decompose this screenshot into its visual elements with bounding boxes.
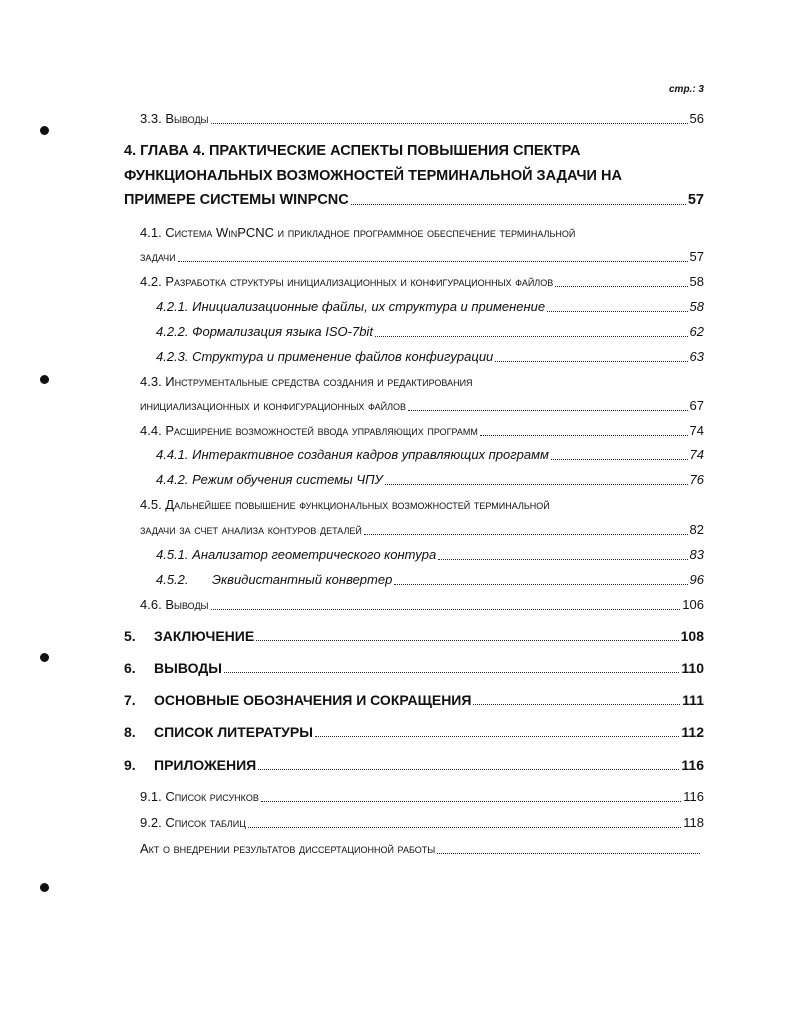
toc-entry-page: 76 bbox=[689, 472, 704, 487]
dot-leader bbox=[258, 769, 679, 770]
dot-leader bbox=[437, 853, 700, 854]
toc-entry-title: Выводы bbox=[165, 597, 209, 612]
toc-entry-title: ОСНОВНЫЕ ОБОЗНАЧЕНИЯ И СОКРАЩЕНИЯ bbox=[154, 692, 472, 708]
punch-hole-dot bbox=[40, 126, 49, 135]
dot-leader bbox=[248, 827, 681, 828]
toc-entry-number: 3.3. bbox=[140, 111, 162, 126]
toc-entry-page: 106 bbox=[682, 597, 704, 612]
toc-entry-4-1-line2[interactable] bbox=[140, 249, 704, 265]
dot-leader bbox=[495, 361, 687, 362]
toc-entry-page: 108 bbox=[680, 628, 704, 644]
toc-entry-page: 111 bbox=[682, 692, 704, 708]
dot-leader bbox=[375, 336, 688, 337]
toc-entry-9-1[interactable] bbox=[140, 789, 704, 805]
toc-entry-act[interactable] bbox=[140, 841, 702, 857]
dot-leader bbox=[555, 286, 687, 287]
toc-entry-4-4-1[interactable] bbox=[156, 447, 704, 463]
chapter-4-heading-line1[interactable]: 4. ГЛАВА 4. ПРАКТИЧЕСКИЕ АСПЕКТЫ ПОВЫШЕНИЯ СПЕКТРА bbox=[124, 143, 581, 159]
dot-leader bbox=[551, 459, 688, 460]
toc-entry-4-5-2[interactable] bbox=[156, 572, 704, 588]
toc-entry-number: 5. bbox=[124, 628, 136, 644]
toc-entry-page: 116 bbox=[683, 789, 704, 804]
toc-section-8[interactable] bbox=[124, 724, 704, 740]
dot-leader bbox=[385, 484, 688, 485]
toc-entry-number: 4.5.1. bbox=[156, 547, 189, 562]
dot-leader bbox=[256, 640, 678, 641]
toc-entry-number: 8. bbox=[124, 724, 136, 740]
toc-entry-page: 58 bbox=[689, 274, 704, 289]
toc-entry-page: 74 bbox=[689, 447, 704, 462]
toc-entry-title: ВЫВОДЫ bbox=[154, 660, 222, 676]
toc-entry-title: Список рисунков bbox=[165, 789, 259, 804]
toc-entry-number: 4.6. bbox=[140, 597, 162, 612]
toc-entry-page: 116 bbox=[681, 757, 704, 773]
toc-entry-page: 57 bbox=[687, 192, 704, 208]
toc-entry-number: 6. bbox=[124, 660, 136, 676]
toc-entry-title: Режим обучения системы ЧПУ bbox=[192, 472, 383, 487]
toc-entry-page: 82 bbox=[689, 522, 704, 537]
dot-leader bbox=[364, 534, 688, 535]
dot-leader bbox=[261, 801, 681, 802]
dot-leader bbox=[547, 311, 687, 312]
toc-entry-page: 112 bbox=[681, 724, 704, 740]
toc-entry-title: Акт о внедрении результатов диссертационной работы bbox=[140, 841, 436, 856]
toc-entry-4-2-1[interactable] bbox=[156, 299, 704, 315]
toc-entry-4-5-line2[interactable] bbox=[140, 522, 704, 538]
toc-entry-title: Список таблиц bbox=[165, 815, 246, 830]
toc-entry-number: 7. bbox=[124, 692, 136, 708]
toc-entry-4-1-line1[interactable]: 4.1. Система WinPCNC и прикладное программное обеспечение терминальной bbox=[140, 225, 576, 240]
dot-leader bbox=[211, 609, 681, 610]
toc-entry-4-3-line1[interactable]: 4.3. Инструментальные средства создания и редактирования bbox=[140, 374, 473, 389]
toc-entry-9-2[interactable] bbox=[140, 815, 704, 831]
chapter-4-heading-line3[interactable] bbox=[124, 192, 704, 208]
toc-section-5[interactable] bbox=[124, 628, 704, 644]
toc-entry-number: 4.2. bbox=[140, 274, 162, 289]
toc-entry-title: Формализация языка ISO-7bit bbox=[192, 324, 373, 339]
toc-entry-page: 58 bbox=[689, 299, 704, 314]
toc-entry-page: 96 bbox=[689, 572, 704, 587]
toc-entry-page: 118 bbox=[683, 815, 704, 830]
toc-entry-3-3[interactable] bbox=[140, 111, 704, 127]
toc-entry-number: 4.2.2. bbox=[156, 324, 189, 339]
toc-entry-4-5-1[interactable] bbox=[156, 547, 704, 563]
punch-hole-dot bbox=[40, 375, 49, 384]
toc-entry-4-5-line1[interactable]: 4.5. Дальнейшее повышение функциональных возможностей терминальной bbox=[140, 497, 550, 512]
toc-entry-title: ПРИМЕРЕ СИСТЕМЫ WINPCNC bbox=[124, 192, 349, 208]
toc-section-9[interactable] bbox=[124, 757, 704, 773]
toc-entry-page: 74 bbox=[689, 423, 704, 438]
toc-entry-number: 9. bbox=[124, 757, 136, 773]
toc-entry-title: задачи за счет анализа контуров деталей bbox=[140, 522, 362, 537]
toc-entry-title: ПРИЛОЖЕНИЯ bbox=[154, 757, 257, 773]
dot-leader bbox=[211, 123, 688, 124]
toc-entry-page: 56 bbox=[689, 111, 704, 126]
toc-entry-page: 62 bbox=[689, 324, 704, 339]
toc-entry-page: 67 bbox=[689, 398, 704, 413]
toc-entry-4-4-2[interactable] bbox=[156, 472, 704, 488]
dot-leader bbox=[473, 704, 680, 705]
toc-entry-title: задачи bbox=[140, 249, 176, 264]
toc-entry-page: 57 bbox=[689, 249, 704, 264]
toc-entry-4-2[interactable] bbox=[140, 274, 704, 290]
toc-entry-number: 4.2.3. bbox=[156, 349, 189, 364]
dot-leader bbox=[394, 584, 687, 585]
toc-section-7[interactable] bbox=[124, 692, 704, 708]
dot-leader bbox=[480, 435, 688, 436]
toc-entry-number: 9.1. bbox=[140, 789, 162, 804]
toc-entry-title: Интерактивное создания кадров управляющих программ bbox=[192, 447, 549, 462]
toc-entry-4-2-3[interactable] bbox=[156, 349, 704, 365]
toc-entry-title: Выводы bbox=[165, 111, 209, 126]
toc-entry-title: Эквидистантный конвертер bbox=[212, 572, 393, 587]
dot-leader bbox=[224, 672, 679, 673]
dot-leader bbox=[315, 736, 679, 737]
toc-entry-title: СПИСОК ЛИТЕРАТУРЫ bbox=[154, 724, 313, 740]
dot-leader bbox=[408, 410, 687, 411]
toc-entry-4-4[interactable] bbox=[140, 423, 704, 439]
toc-entry-page: 83 bbox=[689, 547, 704, 562]
punch-hole-dot bbox=[40, 883, 49, 892]
toc-entry-page: 63 bbox=[689, 349, 704, 364]
toc-entry-4-3-line2[interactable] bbox=[140, 398, 704, 414]
toc-entry-number: 4.2.1. bbox=[156, 299, 189, 314]
toc-entry-title: Разработка структуры инициализационных и конфигурационных файлов bbox=[165, 274, 554, 289]
toc-entry-number: 4.4.2. bbox=[156, 472, 189, 487]
toc-entry-title: Инициализационные файлы, их структура и применение bbox=[192, 299, 546, 314]
toc-entry-title: Структура и применение файлов конфигурации bbox=[192, 349, 494, 364]
toc-entry-number: 4.5.2. bbox=[156, 572, 189, 587]
toc-entry-title: Расширение возможностей ввода управляющих программ bbox=[165, 423, 478, 438]
toc-entry-title: Анализатор геометрического контура bbox=[192, 547, 437, 562]
toc-entry-number: 4.4.1. bbox=[156, 447, 189, 462]
dot-leader bbox=[178, 261, 688, 262]
toc-entry-number: 4.4. bbox=[140, 423, 162, 438]
punch-hole-dot bbox=[40, 653, 49, 662]
toc-entry-title: ЗАКЛЮЧЕНИЕ bbox=[154, 628, 255, 644]
toc-entry-4-2-2[interactable] bbox=[156, 324, 704, 340]
dot-leader bbox=[351, 204, 686, 205]
toc-entry-title: инициализационных и конфигурационных файлов bbox=[140, 398, 407, 413]
toc-section-6[interactable] bbox=[124, 660, 704, 676]
dot-leader bbox=[438, 559, 687, 560]
toc-entry-number: 9.2. bbox=[140, 815, 162, 830]
toc-entry-page: 110 bbox=[681, 660, 704, 676]
toc-entry-4-6[interactable] bbox=[140, 597, 704, 613]
page-number: стр.: 3 bbox=[668, 84, 704, 95]
chapter-4-heading-line2[interactable]: ФУНКЦИОНАЛЬНЫХ ВОЗМОЖНОСТЕЙ ТЕРМИНАЛЬНОЙ ЗАДАЧИ НА bbox=[124, 168, 622, 184]
